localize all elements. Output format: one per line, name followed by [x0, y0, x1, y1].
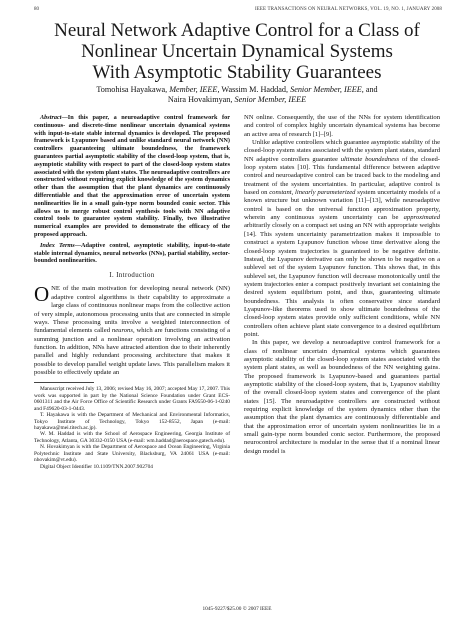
author-separator: , and: [361, 85, 378, 94]
copyright-footer: 1045-9227/$25.00 © 2007 IEEE: [202, 606, 272, 612]
abstract-text: —In this paper, a neuroadaptive control framework for continuous- and discrete-time nonlinear uncertain dynamical systems with input-to-state stable internal dynamics is developed. The proposed framework is Lyapunov based and unlike standard neural network (NN) controllers guaranteeing ultimate boundedness, the framework guarantees partial asymptotic stability of the closed-loop system, that is, asymptotic stability with respect to part of the closed-loop system states associated with the system plant states. The neuroadaptive controllers are constructed without requiring explicit knowledge of the system dynamics other than the assumption that the plant dynamics are continuously differentiable and that the approximation error of uncertain system nonlinearities lie in a small gain-type norm bounded conic sector. This allows us to merge robust control synthesis tools with NN adaptive control tools to guarantee system stability. Finally, two illustrative numerical examples are provided to demonstrate the efficacy of the proposed approach.: [34, 114, 230, 238]
intro-text: NE of the main motivation for developing neural network (NN) adaptive control algorithms is their capability to approximate a large class of continuous nonlinear maps from the collective action of very simple, autonomous processing units that are connected in simple ways. These processing units involve a weighted interconnection of fundamental elements called: [34, 285, 230, 335]
index-terms: [34, 242, 230, 265]
footnote: Manuscript received July 13, 2006; revised May 16, 2007; accepted May 17, 2007. This work was supported in part by the National Science Foundation under Grant ECS-0601311 and the Air Force Office of Scientific Research under Grants FA9550-06-1-0240 and F49620-03-1-0443.: [34, 386, 230, 412]
title-line: With Asymptotic Stability Guarantees: [92, 62, 382, 83]
left-column: [34, 114, 230, 470]
page-number: 80: [34, 7, 39, 12]
body-paragraph: NN online. Consequently, the use of the NNs for system identification and control of complex highly uncertain dynamical systems has become an active area of research [1]–[9].: [244, 114, 440, 138]
index-terms-text: —Adaptive control, asymptotic stability, input-to-state stable internal dynamics, neural networks (NNs), partial stability, sector-bounded nonlinearities.: [34, 241, 230, 265]
intro-text-end: , which are functions consisting of a summing junction and a nonlinear operation involving an activation function. In addition, NNs have attracted attention due to their inherently parallel and highly redundant processing architecture that makes it possible to develop parallel weight update laws. This parallelism makes it possible to effectively update an: [34, 327, 231, 376]
body-italic: ultimate boundedness: [340, 155, 400, 163]
intro-paragraph: [34, 282, 231, 377]
author-role: Member, IEEE: [169, 85, 218, 94]
paper-title: [20, 20, 454, 83]
drop-cap: O: [34, 282, 50, 307]
footnote: T. Hayakawa is with the Department of Mechanical and Environmental Informatics, Tokyo Institute of Technology, Tokyo 152-8552, Japan (e-mail: hayakawa@mei.titech.ac.jp).: [34, 412, 230, 431]
author-role: Senior Member, IEEE: [290, 85, 362, 94]
footnote: N. Hovakimyan is with the Department of Aerospace and Ocean Engineering, Virginia Polytechnic Institute and State University, Blacksburg, VA 24061 USA (e-mail: nhovakim@vt.edu).: [34, 444, 230, 464]
title-line: Neural Network Adaptive Control for a Class of: [54, 20, 420, 41]
body-text: of the closed-loop system states [10]. This fundamental difference between adaptive control and neuroadaptive control can be traced back to the modeling and treatment of the system uncertainties. In particular, adaptive control is based on: [244, 155, 440, 197]
journal-name: IEEE TRANSACTIONS ON NEURAL NETWORKS, VOL. 19, NO. 1, JANUARY 2008: [254, 7, 442, 12]
author-role: Senior Member, IEEE: [234, 95, 307, 104]
body-paragraph: [244, 139, 440, 339]
author-name: Tomohisa Hayakawa,: [96, 85, 170, 94]
author-line: [20, 85, 454, 95]
body-text: system uncertainty models of a known structure but unknown variation [11]–[13], while neuroadaptive control is based on the universal function approximation property, wherein any continuous system uncertainty can be: [244, 189, 441, 222]
section-heading: I. Introduction: [109, 272, 155, 280]
footnote: W. M. Haddad is with the School of Aerospace Engineering, Georgia Institute of Technology, Atlanta, GA 30332-0150 USA (e-mail: wm.haddad@aerospace.gatech.edu).: [34, 431, 230, 444]
body-italic: approximated: [403, 214, 440, 222]
author-name: , Wassim M. Haddad,: [217, 85, 291, 94]
author-list: [20, 85, 454, 105]
doi: Digital Object Identifier 10.1109/TNN.2007.902704: [40, 463, 153, 470]
intro-italic: neurons: [111, 327, 133, 335]
footnote-rule: [34, 382, 94, 383]
title-line: Nonlinear Uncertain Dynamical Systems: [81, 41, 393, 62]
right-column: [244, 114, 440, 456]
index-terms-label: Index Terms: [40, 241, 75, 249]
abstract: [34, 114, 230, 239]
abstract-label: Abstract: [40, 114, 62, 121]
body-text: arbitrarily closely on a compact set using an NN with appropriate weights [14]. This system uncertainty parametrization makes it impossible to construct a system Lyapunov function whose time derivative along the closed-loop system trajectories is guaranteed to be negative definite. Instead, the Lyapunov derivative can only be shown to be negative on a sublevel set of the system Lyapunov function. This shows that, in this sublevel set, the Lyapunov function will decrease monotonically until the system trajectories enter a compact positively invariant set containing the desired system equilibrium point, and thus, guaranteeing ultimate boundedness. This analysis is often conservative since standard Lyapunov-like theorems used to show ultimate boundedness of the closed-loop system states provide only sufficient conditions, while NN controllers often achieve plant state convergence to a desired equilibrium point.: [244, 222, 440, 338]
body-italic: constant, linearly parameterized: [269, 189, 356, 197]
author-name: Naira Hovakimyan,: [167, 95, 235, 104]
author-line: [20, 95, 454, 105]
body-paragraph: In this paper, we develop a neuroadaptive control framework for a class of nonlinear uncertain dynamical systems which guarantees asymptotic stability of the closed-loop system states associated with the system plant states, as well as boundedness of the NN weighting gains. The proposed framework is Lyapunov-based and guarantees partial asymptotic stability of the closed-loop system, that is, Lyapunov stability of the overall closed-loop system states and convergence of the plant states [15]. The neuroadaptive controllers are constructed without requiring explicit knowledge of the system dynamics other than the assumption that the plant dynamics are continuously differentiable and that the approximation error of uncertain system nonlinearities lie in a small gain-type norm bounded conic sector. Furthermore, the proposed neurocontrol architecture is modular in the sense that if a nominal linear design model is: [244, 339, 440, 455]
body-text: Unlike adaptive controllers which guarantee asymptotic stability of the closed-loop system states associated with the system plant states, standard NN adaptive controllers guarantee: [244, 139, 440, 163]
